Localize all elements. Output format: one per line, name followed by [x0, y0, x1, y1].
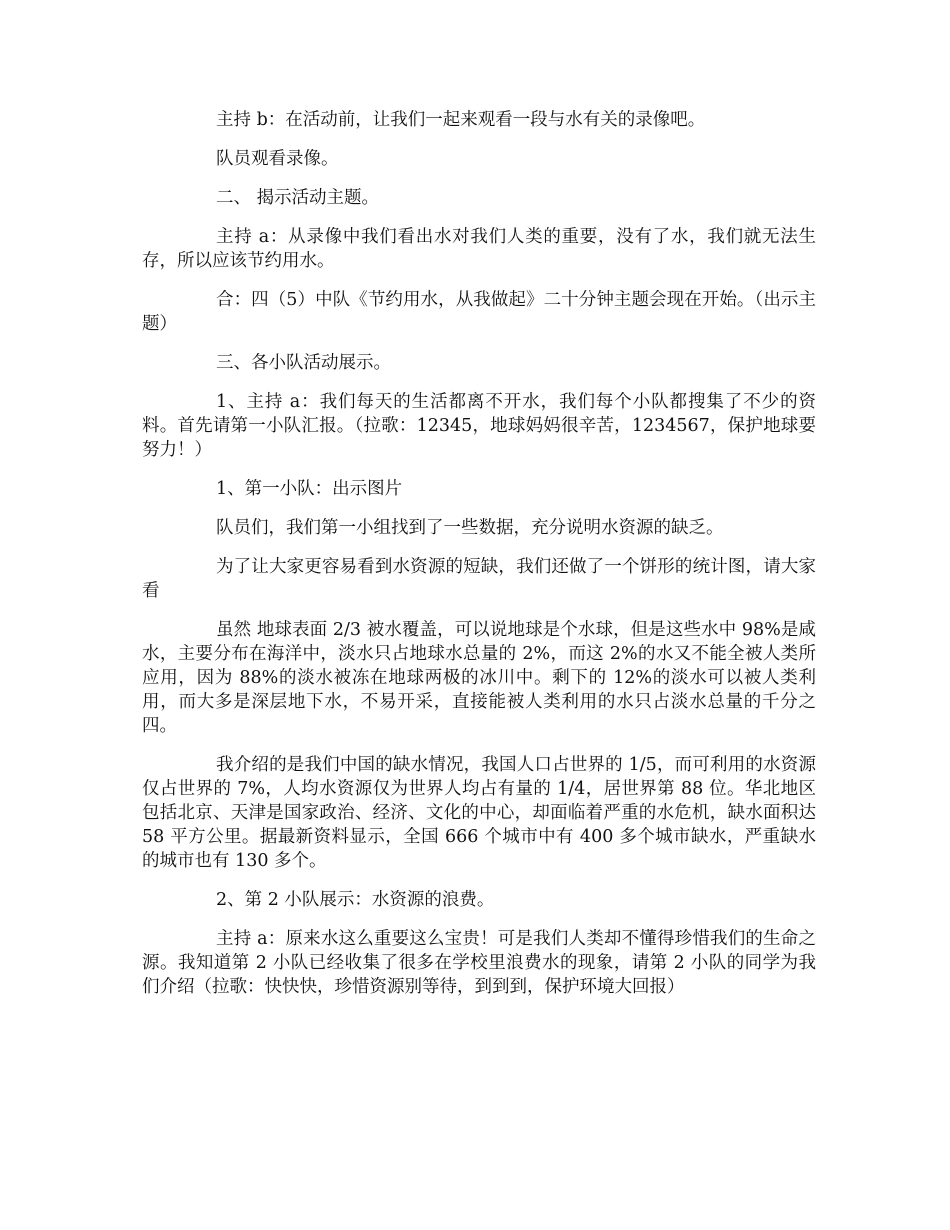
paragraph-china-water-shortage: 我介绍的是我们中国的缺水情况，我国人口占世界的 1/5，而可利用的水资源仅占世界的 7%，人均水资源仅为世界人均占有量的 1/4，居世界第 88 位。华北地区包括北京、天津是国家政治、经济、文化的中心，却面临着严重的水危机，缺水面积达 58 平方公里。据最新资料显示，全国 666 个城市中有 400 多个城市缺水，严重缺水的城市也有 130 多个。 — [142, 755, 816, 871]
paragraph-pie-chart-intro: 为了让大家更容易看到水资源的短缺，我们还做了一个饼形的统计图，请大家看 — [142, 557, 816, 601]
paragraph-host-a-team2-intro: 主持 a：原来水这么重要这么宝贵！可是我们人类却不懂得珍惜我们的生命之源。我知道第 2 小队已经收集了很多在学校里浪费水的现象，请第 2 小队的同学为我们介绍（拉歌：快快快，珍惜资源别等待，到到到，保护环境大回报） — [142, 929, 816, 997]
paragraph-team1-show-picture: 1、第一小队：出示图片 — [216, 479, 403, 499]
paragraph-watch-video: 队员观看录像。 — [216, 149, 339, 169]
paragraph-team2-heading: 2、第 2 小队展示：水资源的浪费。 — [216, 890, 495, 910]
paragraph-host-a-team-intro: 1、主持 a：我们每天的生活都离不开水，我们每个小队都搜集了不少的资料。首先请第一小队汇报。（拉歌：12345，地球妈妈很辛苦，1234567，保护地球要努力！） — [142, 392, 816, 460]
paragraph-host-b-intro: 主持 b：在活动前，让我们一起来观看一段与水有关的录像吧。 — [216, 110, 706, 130]
paragraph-all-start-theme: 合：四（5）中队《节约用水，从我做起》二十分钟主题会现在开始。（出示主题） — [142, 290, 816, 334]
paragraph-earth-water-facts: 虽然 地球表面 2/3 被水覆盖，可以说地球是个水球，但是这些水中 98%是咸水，主要分布在海洋中，淡水只占地球水总量的 2%，而这 2%的水又不能全被人类所应用，因为 88%的淡水被冻在地球两极的冰川中。剩下的 12%的淡水可以被人类利用，而大多是深层地下水，不易开采，直接能被人类利用的水只占淡水总量的千分之四。 — [142, 620, 816, 736]
section-heading-2: 二、 揭示活动主题。 — [216, 188, 380, 208]
document-body — [142, 108, 816, 1014]
paragraph-team1-data: 队员们，我们第一小组找到了一些数据，充分说明水资源的缺乏。 — [216, 518, 724, 538]
section-heading-3: 三、各小队活动展示。 — [216, 353, 391, 373]
paragraph-host-a-water-importance: 主持 a：从录像中我们看出水对我们人类的重要，没有了水，我们就无法生存，所以应该节约用水。 — [142, 227, 816, 271]
